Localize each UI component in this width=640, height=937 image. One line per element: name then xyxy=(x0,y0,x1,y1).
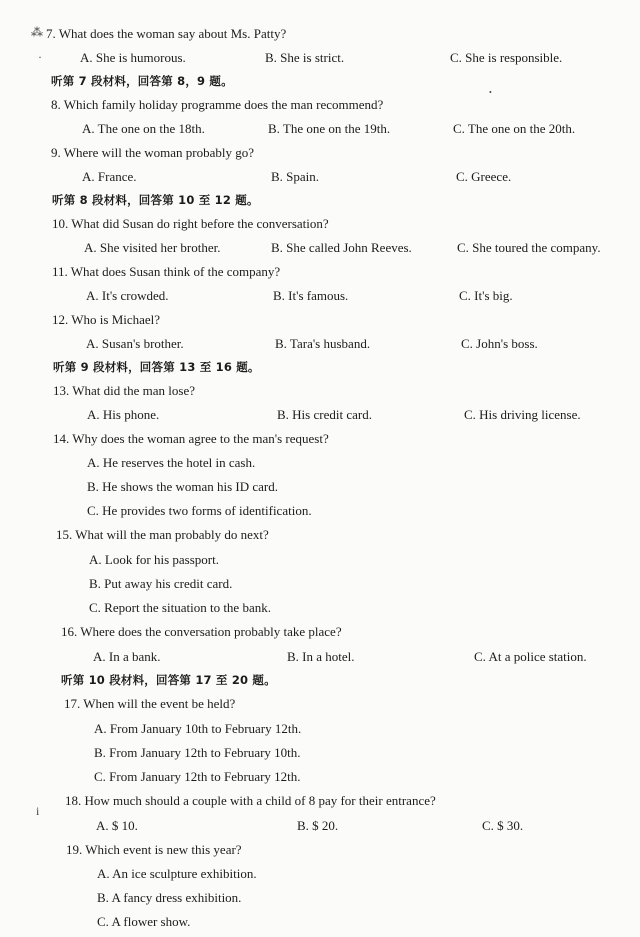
question-19-option-c: C. A flower show. xyxy=(97,914,191,929)
section-heading-9: 听第 9 段材料，回答第 13 至 16 题。 xyxy=(53,360,260,374)
question-14-option-b: B. He shows the woman his ID card. xyxy=(87,479,278,494)
question-17-stem: 17. When will the event be held? xyxy=(64,696,236,711)
section-heading-8: 听第 8 段材料，回答第 10 至 12 题。 xyxy=(52,193,259,207)
question-14-option-a: A. He reserves the hotel in cash. xyxy=(87,455,256,470)
question-13-option-c: C. His driving license. xyxy=(464,407,581,422)
question-17-option-a: A. From January 10th to February 12th. xyxy=(94,721,302,736)
question-12-option-b: B. Tara's husband. xyxy=(275,336,371,351)
question-8-option-a: A. The one on the 18th. xyxy=(82,121,205,136)
question-9-option-a: A. France. xyxy=(82,169,137,184)
question-17-option-b: B. From January 12th to February 10th. xyxy=(94,745,301,760)
question-14-option-c: C. He provides two forms of identification. xyxy=(87,503,312,518)
question-10-stem: 10. What did Susan do right before the conversation? xyxy=(52,216,329,231)
question-18-option-c: C. $ 30. xyxy=(482,818,524,833)
question-18-option-b: B. $ 20. xyxy=(297,818,339,833)
question-7-stem: 7. What does the woman say about Ms. Patty? xyxy=(46,26,287,41)
question-9-stem: 9. Where will the woman probably go? xyxy=(51,145,255,160)
question-12-option-c: C. John's boss. xyxy=(461,336,538,351)
question-19-option-b: B. A fancy dress exhibition. xyxy=(97,890,242,905)
question-16-option-b: B. In a hotel. xyxy=(287,649,355,664)
question-11-option-c: C. It's big. xyxy=(459,288,513,303)
stray-i-mark: i xyxy=(36,804,40,818)
question-18-option-a: A. $ 10. xyxy=(96,818,138,833)
question-19-option-a: A. An ice sculpture exhibition. xyxy=(97,866,257,881)
question-15-option-a: A. Look for his passport. xyxy=(89,552,219,567)
question-13-option-b: B. His credit card. xyxy=(277,407,372,422)
question-13-option-a: A. His phone. xyxy=(87,407,160,422)
question-12-option-a: A. Susan's brother. xyxy=(86,336,184,351)
question-10-option-c: C. She toured the company. xyxy=(457,240,601,255)
question-19-stem: 19. Which event is new this year? xyxy=(66,842,242,857)
question-16-option-c: C. At a police station. xyxy=(474,649,587,664)
question-12-stem: 12. Who is Michael? xyxy=(52,312,161,327)
question-18-stem: 18. How much should a couple with a child of 8 pay for their entrance? xyxy=(65,793,436,808)
question-9-option-c: C. Greece. xyxy=(456,169,512,184)
question-8-option-c: C. The one on the 20th. xyxy=(453,121,576,136)
question-10-option-a: A. She visited her brother. xyxy=(84,240,221,255)
question-15-stem: 15. What will the man probably do next? xyxy=(56,527,269,542)
question-7-option-c: C. She is responsible. xyxy=(450,50,563,65)
stray-dot: · xyxy=(38,50,42,64)
question-11-stem: 11. What does Susan think of the company? xyxy=(52,264,281,279)
question-11-option-b: B. It's famous. xyxy=(273,288,349,303)
question-14-stem: 14. Why does the woman agree to the man's request? xyxy=(53,431,329,446)
question-16-option-a: A. In a bank. xyxy=(93,649,161,664)
question-16-stem: 16. Where does the conversation probably take place? xyxy=(61,624,342,639)
corner-mark: ⁂ xyxy=(31,25,43,39)
question-8-option-b: B. The one on the 19th. xyxy=(268,121,391,136)
question-8-stem: 8. Which family holiday programme does the man recommend? xyxy=(51,97,384,112)
question-11-option-a: A. It's crowded. xyxy=(86,288,169,303)
question-13-stem: 13. What did the man lose? xyxy=(53,383,196,398)
section-heading-7: 听第 7 段材料，回答第 8，9 题。 xyxy=(51,74,233,88)
stray-bullet: • xyxy=(489,88,492,97)
question-7-option-a: A. She is humorous. xyxy=(80,50,186,65)
section-heading-10: 听第 10 段材料，回答第 17 至 20 题。 xyxy=(61,673,276,687)
question-7-option-b: B. She is strict. xyxy=(265,50,345,65)
question-10-option-b: B. She called John Reeves. xyxy=(271,240,412,255)
question-15-option-b: B. Put away his credit card. xyxy=(89,576,233,591)
question-9-option-b: B. Spain. xyxy=(271,169,320,184)
question-15-option-c: C. Report the situation to the bank. xyxy=(89,600,271,615)
question-17-option-c: C. From January 12th to February 12th. xyxy=(94,769,301,784)
